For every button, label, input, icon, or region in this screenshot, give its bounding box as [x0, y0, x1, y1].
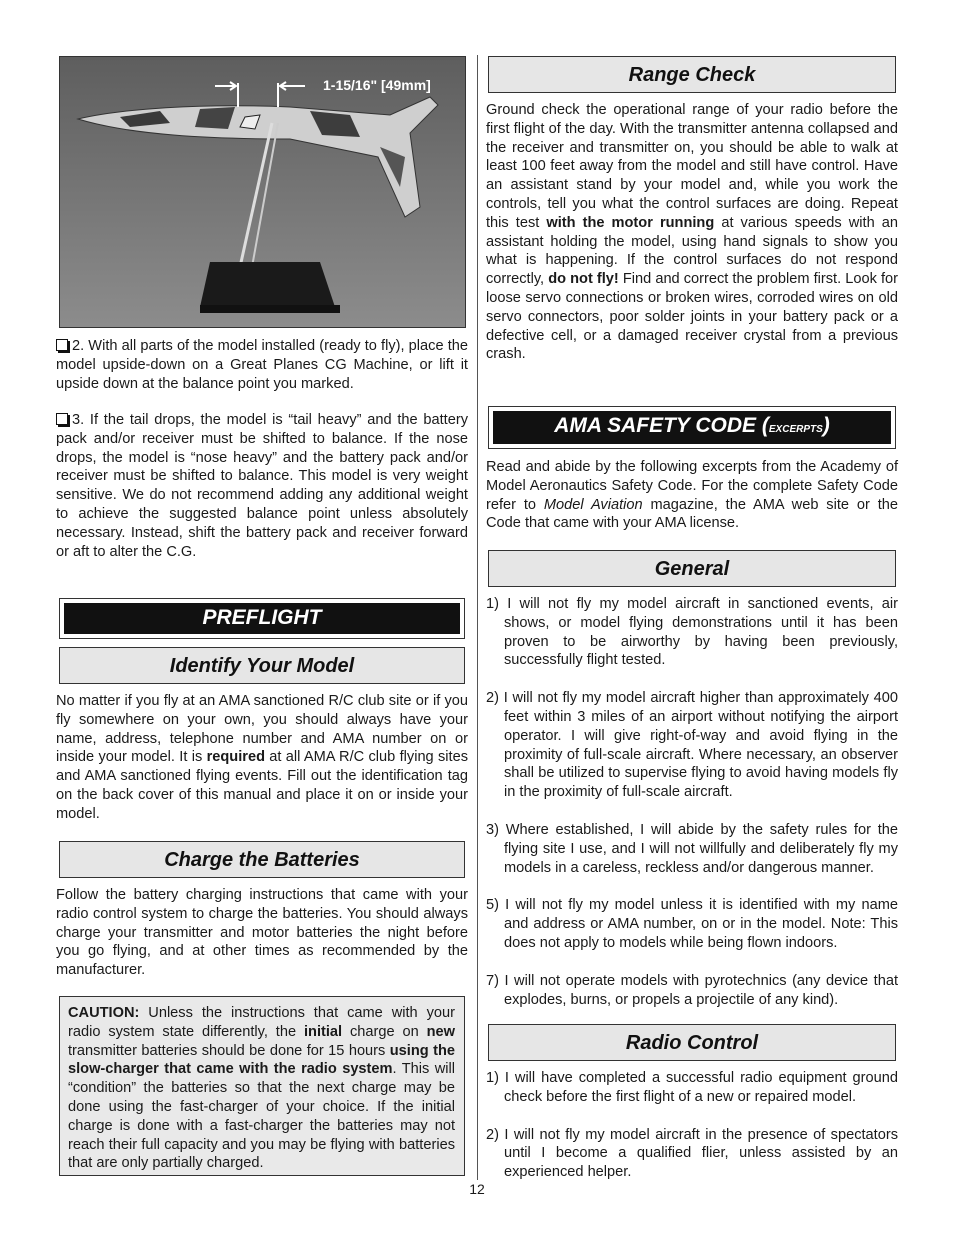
cg-balance-photo [59, 56, 466, 328]
list-item: 2) I will not fly my model aircraft in the presence of spectators until I become a qualified flier, unless assisted by an experienced helper. [486, 1126, 898, 1181]
range-check-text: Ground check the operational range of your radio before the first flight of the day. With the transmitter antenna collapsed and the receiver and transmitter on, you should be able to walk at least 100 feet away from the model and still have control. Have an assistant stand by your model and, while you work the controls, tell you what the control surfaces are doing. Repeat this test with the motor running at various speeds with an assistant holding the model, using hand signals to show you what is happening. If the control surfaces do not respond correctly, do not fly! Find and correct the problem first. Look for loose servo connections or broken wires, corroded wires on old servo connectors, poor solder joints in your battery pack or a defective cell, or a damaged receiver crystal from a previous crash. [486, 102, 899, 363]
step-2: 2. With all parts of the model installed (ready to fly), place the model upside-down on a Great Planes CG Machine, or lift it upside down at the balance point you marked. [56, 338, 468, 392]
identify-heading: Identify Your Model [59, 647, 465, 684]
list-item: 5) I will not fly my model unless it is identified with my name and address or AMA number, on or in the model. Note: This does not apply to models while being flown indoors. [486, 897, 898, 951]
list-item: 2) I will not fly my model aircraft higher than approximately 400 feet within 3 miles of an airport without notifying the airport operator. I will give right-of-way and avoid flying in the proximity of full-scale aircraft. Where necessary, an observer shall be utilized to supervise flying to avoid having models fly in the proximity of full-scale aircraft. [486, 690, 898, 801]
preflight-banner: PREFLIGHT [59, 598, 465, 639]
column-divider [477, 55, 478, 1180]
radio-control-heading: Radio Control [488, 1024, 896, 1061]
checkbox-icon[interactable] [56, 339, 68, 351]
charge-text: Follow the battery charging instructions that came with your radio control system to charge the batteries. You should always charge your transmitter and motor batteries the night before you go flying, and at other times as recommended by the manufacturer. [56, 887, 468, 979]
general-heading: General [488, 550, 896, 587]
step-3: 3. If the tail drops, the model is “tail heavy” and the battery pack and/or receiver must be shifted to balance. If the nose drops, the model is “nose heavy” and the battery pack and/or receiver must be shifted to balance. This model is very weight sensitive. We do not recommend adding any additional weight to achieve the suggested balance point unless absolutely necessary. Instead, shift the battery pack and receiver forward or aft to alter the C.G. [56, 412, 468, 560]
page-number: 12 [469, 1181, 485, 1197]
identify-text: No matter if you fly at an AMA sanctioned R/C club site or if you fly somewhere on your own, you should always have your name, address, telephone number and AMA number on or inside your model. It is required at all AMA R/C club flying sites and AMA sanctioned flying events. Fill out the identification tag on the back cover of this manual and place it on or inside your model. [56, 693, 469, 822]
checkbox-icon[interactable] [56, 413, 68, 425]
charge-heading: Charge the Batteries [59, 841, 465, 878]
dimension-label: 1-15/16" [49mm] [323, 77, 431, 93]
caution-box: CAUTION: Unless the instructions that came with your radio system state differently, the initial charge on new transmitter batteries should be done for 15 hours using the slow-charger that came with the radio system. This will “condition” the batteries so that the next charge may be done using the fast-charger of your choice. If the initial charge is done with a fast-charger the batteries may not reach their full capacity and you may be flying with batteries that are only partially charged. [59, 996, 465, 1176]
general-list [486, 595, 898, 1009]
list-item: 7) I will not operate models with pyrotechnics (any device that explodes, burns, or propels a projectile of any kind). [486, 972, 898, 1008]
list-item: 1) I will have completed a successful radio equipment ground check before the first flight of a new or repaired model. [486, 1070, 898, 1105]
range-check-heading: Range Check [488, 56, 896, 93]
radio-list [486, 1069, 898, 1182]
list-item: 1) I will not fly my model aircraft in sanctioned events, air shows, or model flying demonstrations until it has been proven to be airworthy by having been previously, successfully flight tested. [486, 596, 898, 669]
list-item: 3) Where established, I will abide by the safety rules for the flying site I use, and I will not willfully and deliberately fly my models in a careless, reckless and/or dangerous manner. [486, 821, 898, 876]
ama-intro: Read and abide by the following excerpts from the Academy of Model Aeronautics Safety Code. For the complete Safety Code refer to Model Aviation magazine, the AMA web site or the Code that came with your AMA license. [486, 459, 898, 532]
ama-safety-banner: AMA SAFETY CODE (excerpts) [488, 406, 896, 449]
